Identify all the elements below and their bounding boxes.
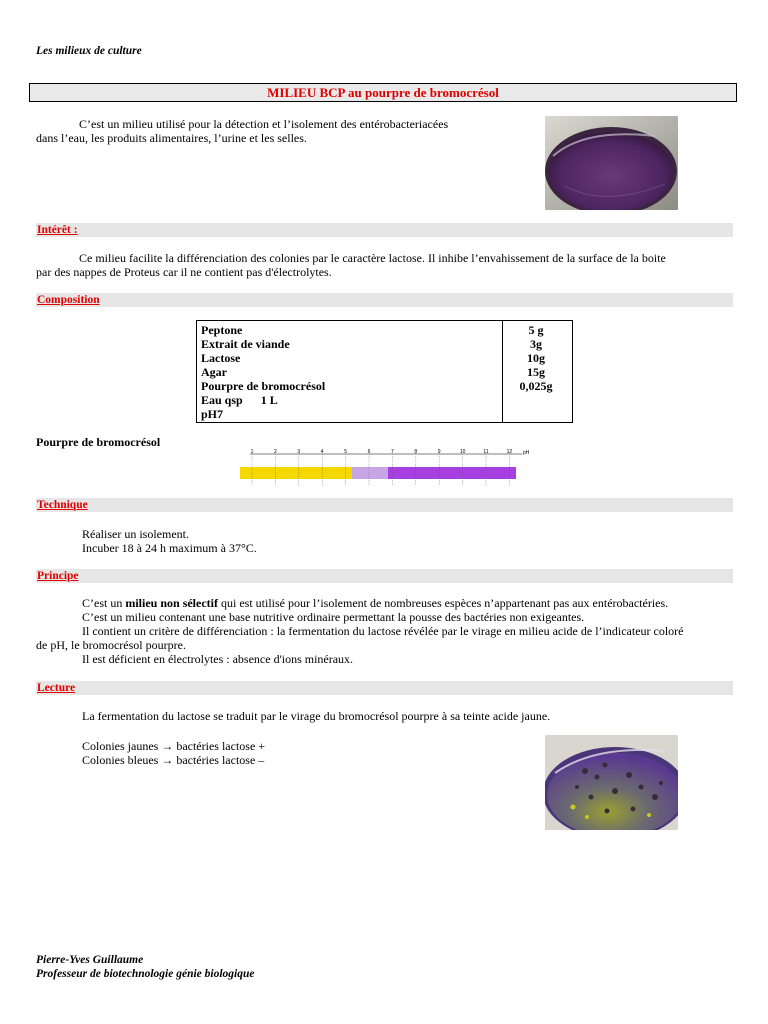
ph-tick-label: 10 bbox=[459, 449, 466, 455]
principe-line-5: Il est déficient en électrolytes : absence d'ions minéraux. bbox=[82, 652, 354, 666]
composition-row bbox=[201, 337, 569, 351]
intro-line-1: C’est un milieu utilisé pour la détection et l’isolement des entérobacteriacées bbox=[79, 117, 449, 131]
ph-tick-label: 3 bbox=[297, 449, 301, 455]
interet-line-2: par des nappes de Proteus car il ne contient pas d'électrolytes. bbox=[36, 265, 332, 279]
principe-line-1: C’est un milieu non sélectif qui est utilisé pour l’isolement de nombreuses espèces n’appartenant pas aux entérobactéries. bbox=[82, 596, 669, 610]
principe-bold-phrase: milieu non sélectif bbox=[125, 596, 218, 610]
composition-table bbox=[196, 320, 573, 423]
ph-band-basic bbox=[388, 467, 516, 479]
composition-quantity: 15g bbox=[527, 365, 545, 379]
composition-quantity: 3g bbox=[530, 337, 542, 351]
section-header-interet: Intérêt : bbox=[36, 223, 733, 237]
technique-line-2: Incuber 18 à 24 h maximum à 37°C. bbox=[82, 541, 257, 555]
composition-item: Eau qsp 1 L bbox=[201, 393, 278, 407]
composition-item: Peptone bbox=[201, 323, 243, 337]
composition-rows bbox=[201, 323, 569, 421]
section-header-principe: Principe bbox=[36, 569, 733, 583]
footer-role: Professeur de biotechnologie génie biologique bbox=[36, 968, 255, 980]
ph-scale bbox=[236, 444, 536, 490]
ph-band-acid bbox=[240, 467, 352, 479]
composition-quantity: 10g bbox=[527, 351, 545, 365]
composition-item: Pourpre de bromocrésol bbox=[201, 379, 326, 393]
main-title: MILIEU BCP au pourpre de bromocrésol bbox=[29, 83, 737, 102]
lecture-line-2: Colonies jaunes → bactéries lactose + bbox=[82, 739, 266, 753]
composition-item: Lactose bbox=[201, 351, 241, 365]
composition-row bbox=[201, 365, 569, 379]
document-header: Les milieux de culture bbox=[36, 45, 142, 57]
composition-row bbox=[201, 407, 569, 421]
ph-tick-label: 5 bbox=[344, 449, 347, 455]
ph-tick-label: 1 bbox=[250, 449, 254, 455]
lecture-line-1: La fermentation du lactose se traduit par le virage du bromocrésol pourpre à sa teinte acide jaune. bbox=[82, 709, 551, 723]
composition-item: Extrait de viande bbox=[201, 337, 290, 351]
technique-line-1: Réaliser un isolement. bbox=[82, 527, 189, 541]
ph-band-transition bbox=[352, 467, 388, 479]
ph-tick-label: 4 bbox=[320, 449, 324, 455]
ph-tick-label: 8 bbox=[414, 449, 418, 455]
composition-row bbox=[201, 323, 569, 337]
indicator-label: Pourpre de bromocrésol bbox=[36, 435, 161, 449]
principe-line-4: de pH, le bromocrésol pourpre. bbox=[36, 638, 186, 652]
section-header-technique: Technique bbox=[36, 498, 733, 512]
ph-tick-label: 7 bbox=[391, 449, 394, 455]
ph-tick-label: 2 bbox=[274, 449, 277, 455]
composition-item: Agar bbox=[201, 365, 227, 379]
ph-tick-label: 6 bbox=[367, 449, 371, 455]
ph-tick-label: 11 bbox=[483, 449, 489, 455]
ph-tick-label: 12 bbox=[506, 449, 513, 455]
composition-row bbox=[201, 393, 569, 407]
petri-dish-purple-photo bbox=[545, 116, 678, 210]
intro-line-2: dans l’eau, les produits alimentaires, l’urine et les selles. bbox=[36, 131, 307, 145]
footer-author: Pierre-Yves Guillaume bbox=[36, 954, 144, 966]
ph-tick-label: 9 bbox=[437, 449, 441, 455]
ph-unit-label: pH bbox=[523, 450, 530, 456]
principe-line-3: Il contient un critère de différenciation : la fermentation du lactose révélée par le virage en milieu acide de l’indicateur coloré bbox=[82, 624, 684, 638]
petri-dish-colonies-photo bbox=[545, 735, 678, 830]
composition-quantity: 0,025g bbox=[519, 379, 553, 393]
composition-row bbox=[201, 379, 569, 393]
section-header-lecture: Lecture bbox=[36, 681, 733, 695]
lecture-line-3: Colonies bleues → bactéries lactose – bbox=[82, 753, 265, 767]
composition-row bbox=[201, 351, 569, 365]
interet-line-1: Ce milieu facilite la différenciation des colonies par le caractère lactose. Il inhibe l’envahissement de la surface de la boite bbox=[79, 251, 666, 265]
composition-quantity: 5 g bbox=[528, 323, 544, 337]
composition-item: pH7 bbox=[201, 407, 224, 421]
principe-line-2: C’est un milieu contenant une base nutritive ordinaire permettant la pousse des bactéries non exigeantes. bbox=[82, 610, 585, 624]
section-header-composition: Composition bbox=[36, 293, 733, 307]
